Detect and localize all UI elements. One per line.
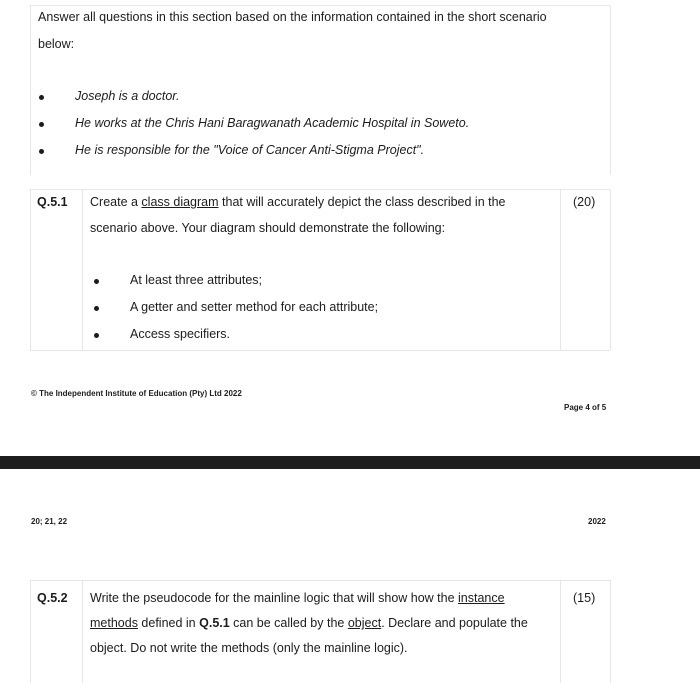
instance-term: instance [458,591,505,605]
page-number: Page 4 of 5 [564,403,607,412]
bullet-icon [94,306,99,311]
question-5-1-text-line-2: scenario above. Your diagram should demonstrate the following: [90,221,446,235]
q51-divider-marks [560,189,561,350]
q51-text-a: Create a [90,195,142,209]
intro-text-line-2: below: [38,37,75,51]
q52-text-d: . Declare and populate the [381,616,528,630]
q52-divider-marks [560,580,561,683]
class-diagram-term: class diagram [141,195,219,209]
q52-text-a: Write the pseudocode for the mainline logic that will show how the [90,591,459,605]
q52-text-b: defined in [137,616,200,630]
page-separator [0,456,700,469]
scenario-bullet: He works at the Chris Hani Baragwanath Academic Hospital in Soweto. [75,116,470,130]
question-5-1-marks: (20) [573,195,596,209]
q52-text-c: can be called by the [229,616,348,630]
table-border-top [30,5,610,6]
question-number-5-2: Q.5.2 [37,591,68,605]
scenario-bullet: Joseph is a doctor. [75,89,180,103]
q52-divider-number [82,580,83,683]
bullet-icon [94,279,99,284]
q52-border-top [30,580,610,581]
q51-text-b: that will accurately depict the class described in the [218,195,506,209]
requirement-item: At least three attributes; [130,273,263,287]
q51-border-left [30,189,31,350]
intro-text-line-1: Answer all questions in this section based on the information contained in the short scenario [38,10,547,24]
bullet-icon [39,95,44,100]
requirement-item: A getter and setter method for each attribute; [130,300,379,314]
bullet-icon [94,333,99,338]
object-term: object [347,616,382,630]
question-5-1-text [90,195,506,209]
question-5-2-line-1 [90,591,505,605]
bullet-icon [39,122,44,127]
scenario-bullet: He is responsible for the "Voice of Cancer Anti-Stigma Project". [75,143,425,157]
bullet-icon [39,149,44,154]
q51-border-top [30,189,610,190]
q52-border-right [610,580,611,683]
page-2 [0,469,700,683]
methods-term: methods [90,616,138,630]
table-border-right [610,5,611,175]
requirement-item: Access specifiers. [130,327,231,341]
page-header-left: 20; 21, 22 [31,517,68,526]
question-5-2-line-2 [90,616,528,630]
q51-reference: Q.5.1 [199,616,230,630]
copyright-notice: © The Independent Institute of Education (Pty) Ltd 2022 [31,389,242,398]
question-5-2-line-3: object. Do not write the methods (only the mainline logic). [90,641,408,655]
q52-border-left [30,580,31,683]
question-number-5-1: Q.5.1 [37,195,68,209]
q51-border-right [610,189,611,350]
table-border-left [30,5,31,175]
q51-divider-number [82,189,83,350]
q51-border-bottom [30,350,610,351]
page-header-right: 2022 [588,517,606,526]
question-5-2-marks: (15) [573,591,596,605]
